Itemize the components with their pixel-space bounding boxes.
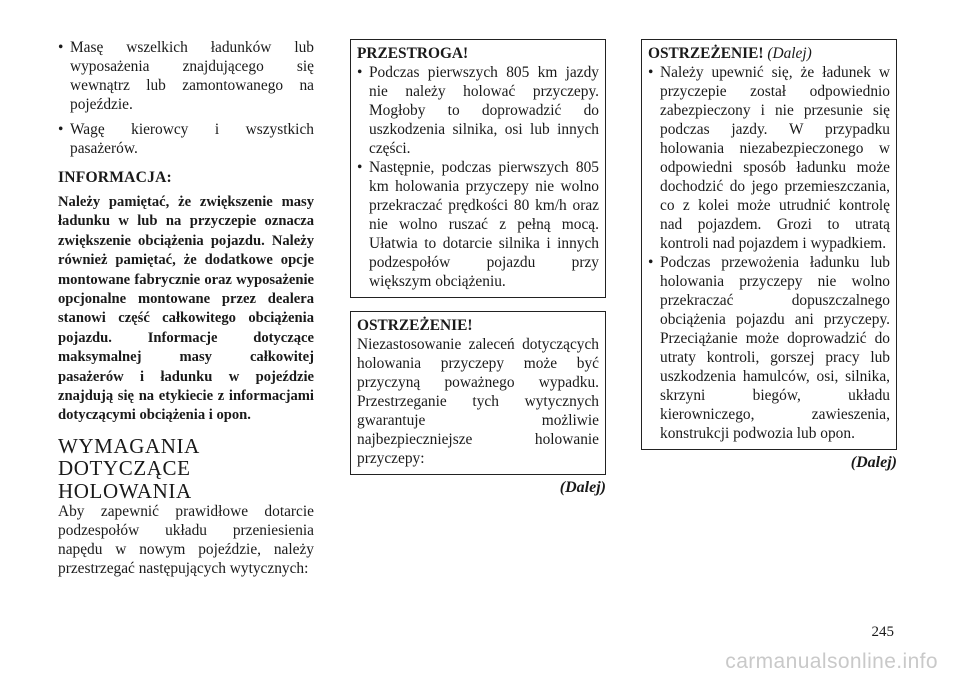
warning-title-suffix: (Dalej) <box>767 45 812 62</box>
warning-title-text: OSTRZEŻENIE! <box>648 45 764 62</box>
column-middle <box>350 39 606 497</box>
column-right <box>641 39 897 472</box>
caution-title: PRZESTROGA! <box>357 45 469 62</box>
page-number: 245 <box>871 624 894 640</box>
bullet-item: • Masę wszelkich ładunków lub wyposażenia znajdującego się wewnątrz lub zamontowanego na pojeździe. <box>58 38 314 114</box>
warning-title: OSTRZEŻENIE! <box>357 317 473 334</box>
warning-title <box>648 44 890 63</box>
bullet-item: • Wagę kierowcy i wszystkich pasażerów. <box>58 120 314 158</box>
bullet-item: • Należy upewnić się, że ładunek w przyczepie został odpowiednio zabezpieczony i nie przesunie się podczas jazdy. W przypadku holowania niezabezpieczonego w odpowiedni sposób ładunku może dochodzić do jego przemieszczania, co z kolei może utrudnić kontrolę nad pojazdem. Grozi to utratą kontroli nad pojazdem i wypadkiem. <box>648 63 890 253</box>
section-heading-line: DOTYCZĄCE <box>58 456 191 481</box>
continued-label: (Dalej) <box>559 479 606 496</box>
info-heading: INFORMACJA: <box>58 169 172 186</box>
bullet-item: • Podczas przewożenia ładunku lub holowania przyczepy nie wolno przekraczać dopuszczalnego obciążenia pojazdu ani przyczepy. Przeciążanie może doprowadzić do utraty kontroli, gorszej pracy lub uszkodzenia hamulców, osi, silnika, skrzyni biegów, układu kierowniczego, zawieszenia, konstrukcji podwozia lub opon. <box>648 253 890 443</box>
watermark: carmanualsonline.info <box>725 650 938 673</box>
caution-box <box>350 39 606 298</box>
warning-bullet-list <box>648 63 890 443</box>
weight-bullet-list <box>58 38 314 158</box>
warning-continued-box <box>641 39 897 450</box>
continued-label: (Dalej) <box>850 454 897 471</box>
bullet-item: • Następnie, podczas pierwszych 805 km holowania przyczepy nie wolno przekraczać prędkości 80 km/h oraz nie wolno ruszać z pełną mocą. Ułatwia to dotarcie silnika i innych podzespołów pojazdu przy większym obciążeniu. <box>357 158 599 291</box>
caution-bullet-list <box>357 63 599 291</box>
info-paragraph: Należy pamiętać, że zwiększenie masy ładunku w lub na przyczepie oznacza zwiększenie obciążenia pojazdu. Należy również pamiętać, że dodatkowe opcje montowane fabrycznie oraz wyposażenie opcjonalne montowane przez dealera stanowi część całkowitego obciążenia pojazdu. Informacje dotyczące maksymalnej masy całkowitej pasażerów i ładunku w pojeździe znajdują się na etykiecie z informacjami dotyczącymi obciążenia i opon. <box>58 194 314 424</box>
section-paragraph: Aby zapewnić prawidłowe dotarcie podzespołów układu przeniesienia napędu w nowym pojeździe, należy przestrzegać następujących wytycznych: <box>58 503 314 578</box>
section-heading-line: WYMAGANIA <box>58 433 200 458</box>
section-heading-line: HOLOWANIA <box>58 478 192 503</box>
warning-paragraph: Niezastosowanie zaleceń dotyczących holowania przyczepy może być przyczyną poważnego wypadku. Przestrzeganie tych wytycznych gwarantuje możliwie najbezpieczniejsze holowanie przyczepy: <box>357 336 599 467</box>
warning-box <box>350 311 606 475</box>
column-left <box>58 38 314 578</box>
bullet-item: • Podczas pierwszych 805 km jazdy nie należy holować przyczepy. Mogłoby to doprowadzić do uszkodzenia silnika, osi lub innych części. <box>357 63 599 158</box>
section-heading <box>58 435 314 503</box>
